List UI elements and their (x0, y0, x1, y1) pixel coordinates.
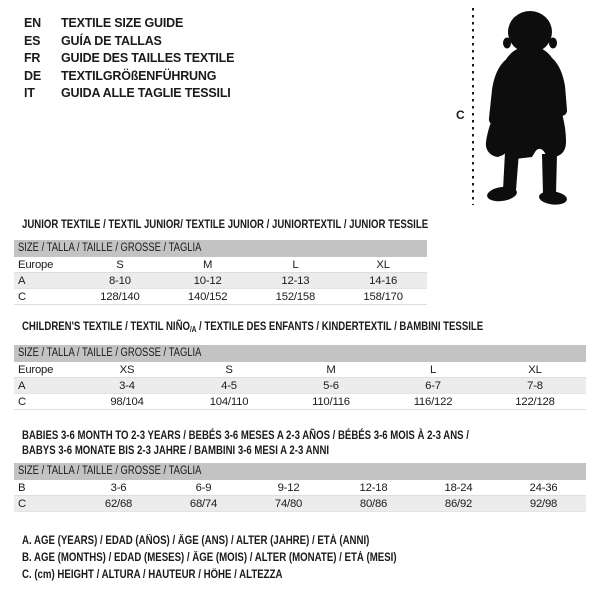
row-label: B (18, 482, 26, 494)
language-title: TEXTILGRÖßENFÜHRUNG (61, 68, 217, 83)
table-cell: XL (528, 364, 542, 376)
table-cell: 18-24 (444, 482, 473, 494)
table-header-bar: SIZE / TALLA / TAILLE / GRÖSSE / TAGLIA (14, 240, 427, 257)
table-body (14, 362, 586, 410)
table-cell: 98/104 (110, 396, 144, 408)
row-label: A (18, 275, 26, 287)
language-code: FR (24, 51, 41, 65)
table-row (14, 289, 427, 305)
table-cell: 116/122 (413, 396, 453, 408)
babies-size-table (14, 463, 586, 512)
table-row (14, 394, 586, 410)
junior-size-table (14, 240, 427, 305)
legend-line-age-months: B. AGE (MONTHS) / EDAD (MESES) / ÂGE (MOIS) / ALTER (MONATE) / ETÀ (MESI) (22, 552, 397, 565)
table-cell: S (225, 364, 233, 376)
row-label: A (18, 380, 26, 392)
section-title-junior: JUNIOR TEXTILE / TEXTIL JUNIOR/ TEXTILE JUNIOR / JUNIORTEXTIL / JUNIOR TESSILE (22, 217, 429, 231)
table-cell: 80/86 (359, 498, 388, 510)
table-cell: L (292, 259, 299, 271)
table-cell: 4-5 (221, 380, 237, 392)
table-row (14, 257, 427, 273)
section-title-babies: BABIES 3-6 MONTH TO 2-3 YEARS / BEBÉS 3-6 MESES A 2-3 AÑOS / BÉBÉS 3-6 MOIS À 2-3 ANS / BABYS 3-6 MONATE BIS 2-3 JAHRE / BAMBINI 3-6 MESI A 2-3 ANNI (22, 428, 469, 457)
table-cell: 110/116 (312, 396, 350, 408)
row-label: C (18, 498, 26, 510)
table-cell: 14-16 (369, 275, 398, 287)
table-cell: XS (119, 364, 135, 376)
height-measure-figure (452, 6, 582, 208)
table-row (14, 496, 586, 512)
language-title: GUIDE DES TAILLES TEXTILE (61, 51, 235, 65)
baby-silhouette-shape (486, 11, 568, 206)
language-title: TEXTILE SIZE GUIDE (61, 16, 184, 30)
table-cell: 24-36 (529, 482, 558, 494)
table-cell: 158/170 (363, 291, 403, 303)
table-cell: 74/80 (274, 498, 303, 510)
section-title-children: CHILDREN'S TEXTILE / TEXTIL $NIÑO_{/A}$ / TEXTILE DES ENFANTS / KINDERTEXTIL / BAMBINI TESSILE (22, 319, 484, 334)
table-cell: 12-13 (281, 275, 310, 287)
language-code: IT (24, 86, 35, 100)
table-cell: 62/68 (104, 498, 133, 510)
table-cell: XL (376, 259, 390, 271)
language-row (24, 68, 234, 86)
table-cell: 152/158 (275, 291, 316, 303)
language-code: DE (24, 68, 41, 83)
table-header-bar: SIZE / TALLA / TAILLE / GRÖSSE / TAGLIA (14, 463, 586, 480)
table-row (14, 480, 586, 496)
table-cell: M (326, 364, 336, 376)
table-cell: 8-10 (108, 275, 131, 287)
table-cell: 92/98 (529, 498, 558, 510)
table-body (14, 480, 586, 512)
table-row (14, 362, 586, 378)
row-label: Europe (18, 364, 54, 376)
table-cell: 10-12 (193, 275, 222, 287)
table-header-bar: SIZE / TALLA / TAILLE / GRÖSSE / TAGLIA (14, 345, 586, 362)
language-code: ES (24, 33, 41, 48)
toddler-silhouette-icon (452, 6, 582, 208)
language-row (24, 15, 234, 33)
table-cell: L (429, 364, 437, 376)
table-cell: 104/110 (209, 396, 249, 408)
legend-line-age-years: A. AGE (YEARS) / EDAD (AÑOS) / ÂGE (ANS) / ALTER (JAHRE) / ETÀ (ANNI) (22, 535, 370, 547)
language-row (24, 33, 234, 51)
table-body (14, 257, 427, 305)
language-title: GUIDA ALLE TAGLIE TESSILI (61, 86, 231, 100)
language-title-list (24, 15, 234, 103)
table-cell: 86/92 (444, 498, 473, 510)
row-label: C (18, 396, 26, 408)
table-cell: 7-8 (527, 380, 543, 392)
table-cell: 128/140 (100, 291, 140, 303)
row-label: C (18, 291, 26, 303)
measure-legend (22, 533, 468, 585)
height-marker-label: C (456, 108, 465, 122)
table-cell: 68/74 (189, 498, 218, 510)
table-row (14, 273, 427, 289)
table-cell: M (203, 259, 213, 271)
language-row (24, 50, 234, 68)
table-cell: 140/152 (187, 291, 228, 303)
table-cell: 3-4 (119, 380, 135, 392)
table-cell: 5-6 (323, 380, 339, 392)
table-cell: 9-12 (277, 482, 300, 494)
table-cell: 3-6 (110, 482, 127, 494)
table-cell: 6-7 (425, 380, 441, 392)
language-code: EN (24, 16, 41, 30)
language-title: GUÍA DE TALLAS (61, 33, 162, 48)
children-size-table (14, 345, 586, 410)
table-row (14, 378, 586, 394)
row-label: Europe (18, 259, 54, 271)
table-cell: 6-9 (195, 482, 212, 494)
table-cell: 122/128 (515, 396, 555, 408)
table-cell: 12-18 (359, 482, 388, 494)
legend-line-height: C. (cm) HEIGHT / ALTURA / HAUTEUR / HÖHE / ALTEZZA (22, 569, 283, 582)
table-cell: S (116, 259, 124, 271)
language-row (24, 85, 234, 103)
